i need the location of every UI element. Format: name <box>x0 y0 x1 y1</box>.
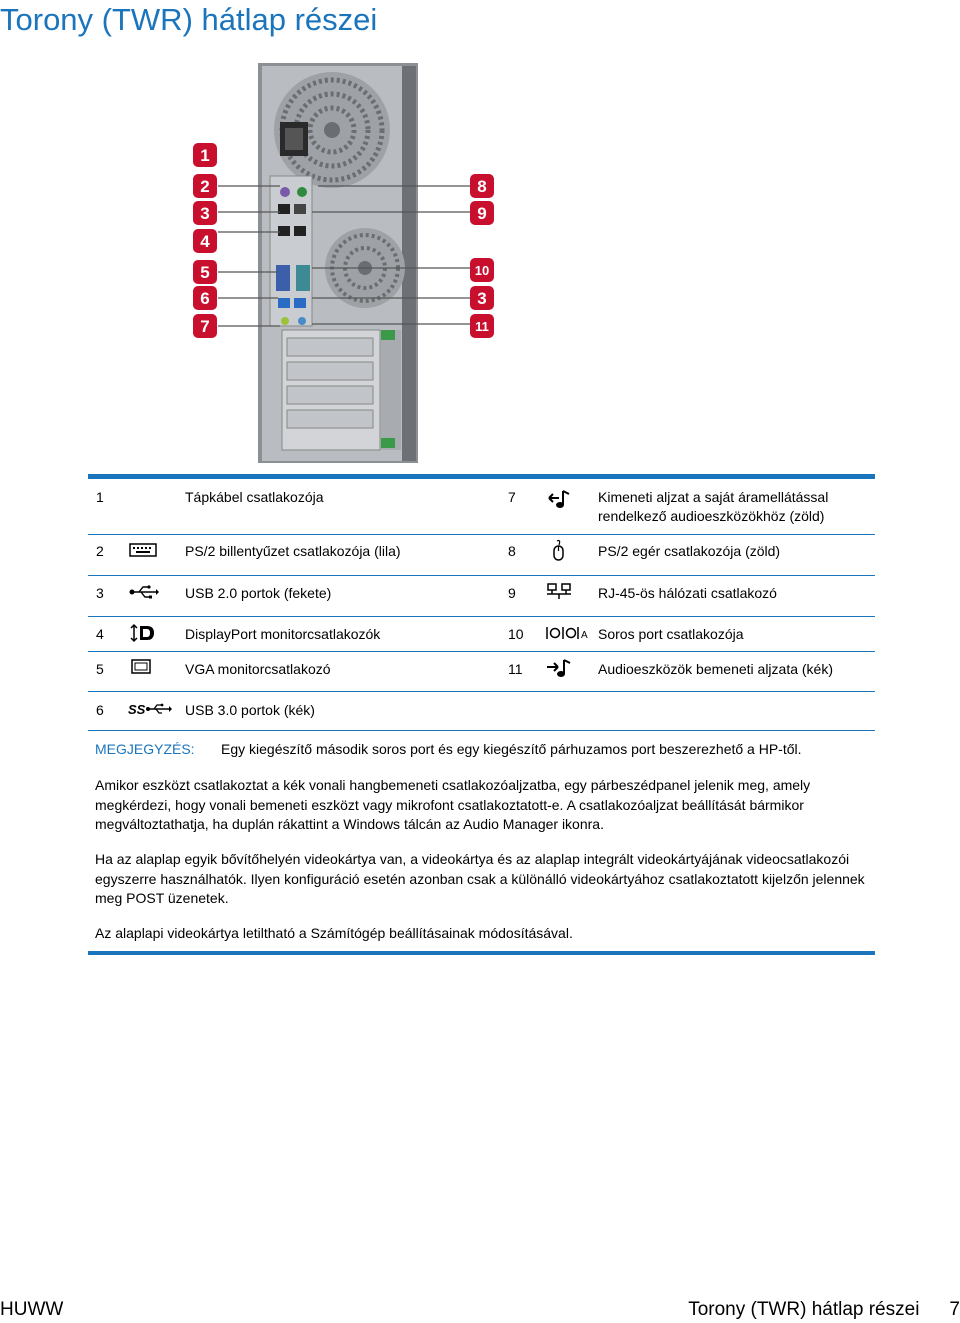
vga-port <box>276 265 290 291</box>
usb3-icon <box>128 700 174 722</box>
port-number: 2 <box>96 543 104 559</box>
callout-4 <box>193 229 217 253</box>
serial-icon <box>545 625 589 647</box>
port-number: 1 <box>96 489 104 505</box>
table-row <box>88 479 875 535</box>
table-row <box>88 617 875 652</box>
callout-10 <box>470 258 494 282</box>
paragraph: Az alaplapi videokártya letiltható a Számítógép beállításainak módosításával. <box>95 925 573 941</box>
port-label: PS/2 billentyűzet csatlakozója (lila) <box>185 543 401 559</box>
callout-6 <box>193 286 217 310</box>
table-row <box>88 692 875 731</box>
callout-8 <box>470 174 494 198</box>
callout-2 <box>193 174 217 198</box>
table-row <box>88 576 875 617</box>
callout-6-label: 6 <box>200 289 210 308</box>
port-number: 7 <box>508 489 516 505</box>
callout-1-label: 1 <box>200 146 210 165</box>
port-label: DisplayPort monitorcsatlakozók <box>185 626 381 642</box>
paragraph: Ha az alaplap egyik bővítőhelyén videokártya van, a videokártya és az alaplap integrált videokártyájának videocsatlakozói egyszerre használhatók. Ilyen konfiguráció esetén azonban csak a különálló videokártyához csatlakoztatott kijelzőn jelennek meg POST üzenetek. <box>95 851 865 906</box>
keyboard-icon <box>128 541 160 563</box>
footer-title: Torony (TWR) hátlap részei <box>688 1299 920 1320</box>
port-number: 9 <box>508 585 516 601</box>
footer-right <box>688 1299 960 1321</box>
ps2-keyboard-port <box>280 187 290 197</box>
port-number: 6 <box>96 702 104 718</box>
port-label: Tápkábel csatlakozója <box>185 489 324 505</box>
callout-9-label: 9 <box>477 204 487 223</box>
rear-panel-figure <box>90 58 580 463</box>
table-row <box>88 535 875 576</box>
usb-icon <box>128 583 160 605</box>
callout-5 <box>193 260 217 284</box>
ps2-mouse-port <box>297 187 307 197</box>
port-label: Soros port csatlakozója <box>598 626 744 642</box>
callout-3 <box>193 201 217 225</box>
callout-9 <box>470 201 494 225</box>
vga-icon <box>128 658 160 680</box>
callout-4-label: 4 <box>200 232 210 251</box>
page-title: Torony (TWR) hátlap részei <box>0 2 378 37</box>
callout-7 <box>193 314 217 338</box>
section-bottom-rule <box>88 951 875 955</box>
port-number: 11 <box>508 661 523 677</box>
callout-3-label: 3 <box>200 204 210 223</box>
port-label: RJ-45-ös hálózati csatlakozó <box>598 585 777 601</box>
port-label: USB 3.0 portok (kék) <box>185 702 315 718</box>
callout-11-label: 11 <box>475 319 489 334</box>
port-table <box>88 479 875 731</box>
port-number: 3 <box>96 585 104 601</box>
callout-7-label: 7 <box>200 317 210 336</box>
port-number: 5 <box>96 661 104 677</box>
port-label: Audioeszközök bemeneti aljzata (kék) <box>598 661 834 677</box>
audio-in-icon <box>545 658 577 680</box>
page-number: 7 <box>949 1299 960 1320</box>
port-number: 8 <box>508 543 516 559</box>
callout-3-right <box>470 286 494 310</box>
port-label: VGA monitorcsatlakozó <box>185 661 331 677</box>
callout-2-label: 2 <box>200 177 210 196</box>
displayport-icon <box>128 623 160 645</box>
callout-10-label: 10 <box>474 263 490 278</box>
table-row <box>88 652 875 692</box>
callout-11 <box>470 314 494 338</box>
note-label: MEGJEGYZÉS: <box>95 741 195 757</box>
note-text: Egy kiegészítő második soros port és egy kiegészítő párhuzamos port beszerezhető a HP-től. <box>221 741 802 757</box>
port-number: 10 <box>508 626 524 642</box>
note <box>95 740 875 759</box>
audio-out-icon <box>545 488 577 510</box>
network-icon <box>545 582 577 604</box>
paragraph: Amikor eszközt csatlakoztat a kék vonali hangbemeneti csatlakozóaljzatba, egy párbeszédpanel jelenik meg, amely megkérdezi, hogy vonali bemeneti eszközt vagy mikrofont csatlakoztatott-e. A csatlakozóaljzat beállítását bármikor megváltoztathatja, ha duplán rákattint a Windows tálcán az Audio Manager ikonra. <box>95 777 811 832</box>
mouse-icon <box>545 539 577 561</box>
footer-left: HUWW <box>0 1299 64 1320</box>
svg-text:SS: SS <box>128 702 146 717</box>
serial-port <box>296 265 310 291</box>
callout-3-right-label: 3 <box>477 289 487 308</box>
port-label: PS/2 egér csatlakozója (zöld) <box>598 543 781 559</box>
port-label: Kimeneti aljzat a saját áramellátással rendelkező audioeszközökhöz (zöld) <box>598 489 829 524</box>
port-number: 4 <box>96 626 104 642</box>
callout-8-label: 8 <box>477 177 487 196</box>
port-label: USB 2.0 portok (fekete) <box>185 585 332 601</box>
callout-5-label: 5 <box>200 263 210 282</box>
svg-text:A: A <box>581 630 588 641</box>
callout-1 <box>193 143 217 167</box>
